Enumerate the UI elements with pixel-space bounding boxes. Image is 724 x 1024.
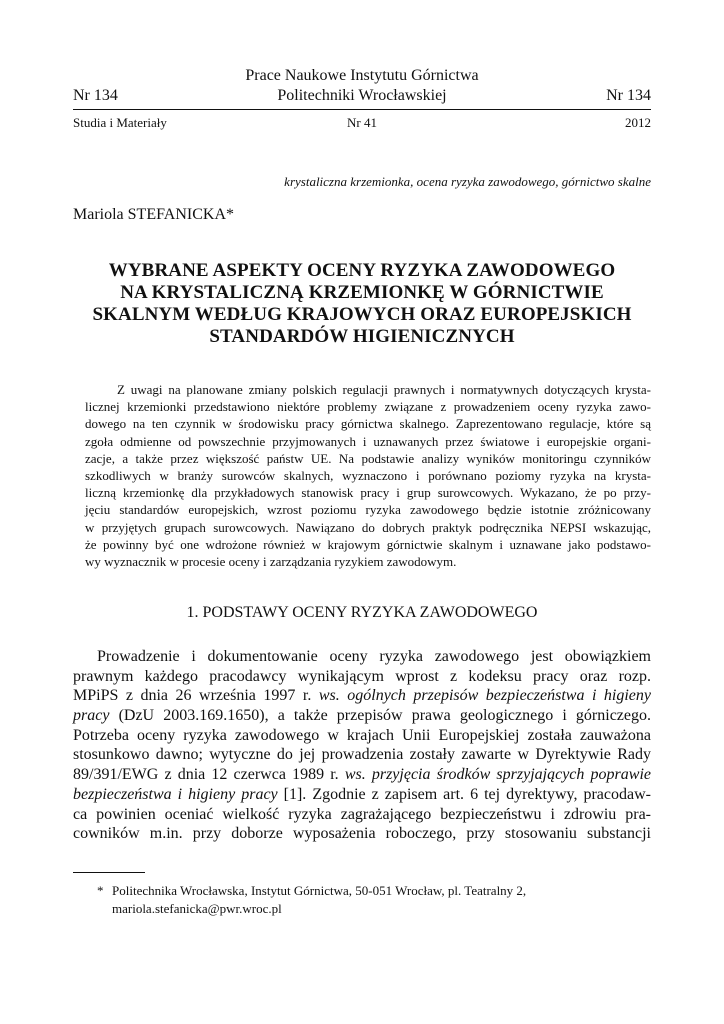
title-line: SKALNYM WEDŁUG KRAJOWYCH ORAZ EUROPEJSKICH	[92, 304, 632, 325]
footnote-rule	[73, 872, 145, 873]
title-line: STANDARDÓW HIGIENICZNYCH	[209, 326, 515, 347]
body-italic-run: ws. ogólnych przepisów bezpieczeństwa i higieny	[318, 687, 651, 705]
body-italic-run: pracy	[73, 707, 110, 725]
abstract-line: jęciu standardów europejskich, wzrost poziomu ryzyka zawodowego będzie istotnie zróżnicowany	[85, 502, 651, 518]
abstract	[85, 381, 651, 570]
body-line: Prowadzenie i dokumentowanie oceny ryzyka zawodowego jest obowiązkiem	[97, 648, 651, 665]
body-text-run: 89/391/EWG z dnia 12 czerwca 1989 r.	[73, 766, 345, 784]
abstract-line: że powinny być one wdrożone również w krajowym górnictwie skalnym i uznawane jako podstawo-	[85, 536, 651, 552]
abstract-line: liczną krzemionkę dla przykładowych stanowisk pracy i grup surowcowych. Wykazano, że po przy-	[85, 485, 651, 501]
paper-title	[73, 260, 651, 348]
abstract-line: w przyjętych grupach surowcowych. Nawiązano do dobrych praktyk podręcznika NEPSI wskazując,	[85, 519, 651, 535]
body-line: prawnym każdego pracodawcy wynikającym wprost z kodeksu pracy oraz rozp.	[73, 667, 651, 685]
abstract-line: zgoła odmienne od powszechnie przyjmowanych i uznawanych przez światowe i europejskie organi-	[85, 433, 651, 449]
volume-label: Nr 41	[347, 115, 377, 130]
footnote-affiliation: Politechnika Wrocławska, Instytut Górnictwa, 50-051 Wrocław, pl. Teatralny 2,	[112, 883, 527, 898]
journal-series	[73, 66, 651, 106]
abstract-line: Z uwagi na planowane zmiany polskich regulacji prawnych i normatywnych dotyczących krysta-	[117, 382, 651, 397]
body-text-run: MPiPS z dnia 26 września 1997 r.	[73, 687, 319, 705]
body-line	[73, 706, 651, 726]
body-line: Potrzeba oceny ryzyka zawodowego w krajach Unii Europejskiej została zauważona	[73, 726, 651, 744]
running-header	[73, 66, 651, 106]
subseries-label: Studia i Materiały	[73, 115, 167, 130]
body-italic-run: ws. przyjęcia środków sprzyjających poprawie	[344, 766, 651, 784]
abstract-line: dowego na ten czynnik w środowisku pracy górnictwa skalnego. Zaprezentowano regulacje, które są	[85, 416, 651, 432]
body-line: cowników m.in. przy doborze wyposażenia roboczego, przy stosowaniu substancji	[73, 825, 651, 843]
footnote	[97, 882, 617, 918]
footnote-email[interactable]: mariola.stefanicka@pwr.wroc.pl	[112, 901, 282, 916]
journal-series-line1: Prace Naukowe Instytutu Górnictwa	[245, 67, 479, 84]
issue-number-left: Nr 134	[73, 87, 118, 104]
title-line: NA KRYSTALICZNĄ KRZEMIONKĘ W GÓRNICTWIE	[120, 282, 604, 303]
year-label: 2012	[625, 115, 651, 130]
title-line: WYBRANE ASPEKTY OCENY RYZYKA ZAWODOWEGO	[108, 260, 616, 281]
keywords: krystaliczna krzemionka, ocena ryzyka zawodowego, górnictwo skalne	[284, 174, 651, 189]
abstract-line: licznej krzemionki przedstawiono niektóre problemy związane z prowadzeniem oceny ryzyka zawo-	[85, 399, 651, 415]
header-rule	[73, 109, 651, 110]
issue-number-right: Nr 134	[606, 87, 651, 104]
body-line	[73, 686, 651, 706]
abstract-line: wy wyznacznik w procesie oceny i zarządzania ryzykiem zawodowym.	[85, 553, 457, 569]
body-text-run: (DzU 2003.169.1650), a także przepisów prawa geologicznego i górniczego.	[109, 707, 651, 725]
body-line	[73, 785, 651, 805]
body-line	[73, 765, 651, 785]
body-italic-run: bezpieczeństwa i higieny pracy	[73, 785, 278, 803]
section-heading: 1. PODSTAWY OCENY RYZYKA ZAWODOWEGO	[186, 604, 538, 621]
body-line: stosunkowo dawno; wytyczne do jej prowadzenia zostały zawarte w Dyrektywie Rady	[73, 746, 651, 764]
footnote-mark: *	[97, 883, 104, 898]
journal-series-line2: Politechniki Wrocławskiej	[277, 87, 447, 104]
paper-page	[73, 0, 651, 1024]
body-line: ca powinien oceniać wielkość ryzyka zagrażającego bezpieczeństwu i zdrowiu pra-	[73, 805, 651, 823]
body-paragraph	[73, 647, 651, 844]
body-text-run: [1]. Zgodnie z zapisem art. 6 tej dyrektywy, pracodaw-	[277, 785, 651, 803]
abstract-line: szkodliwych w branży surowców skalnych, wyznaczono i porównano poziomy ryzyka na krysta-	[85, 467, 651, 483]
abstract-line: zacje, a także przez większość państw UE. Na podstawie analizy wyników monitoringu czynników	[85, 450, 651, 466]
author-name: Mariola STEFANICKA*	[73, 206, 235, 223]
